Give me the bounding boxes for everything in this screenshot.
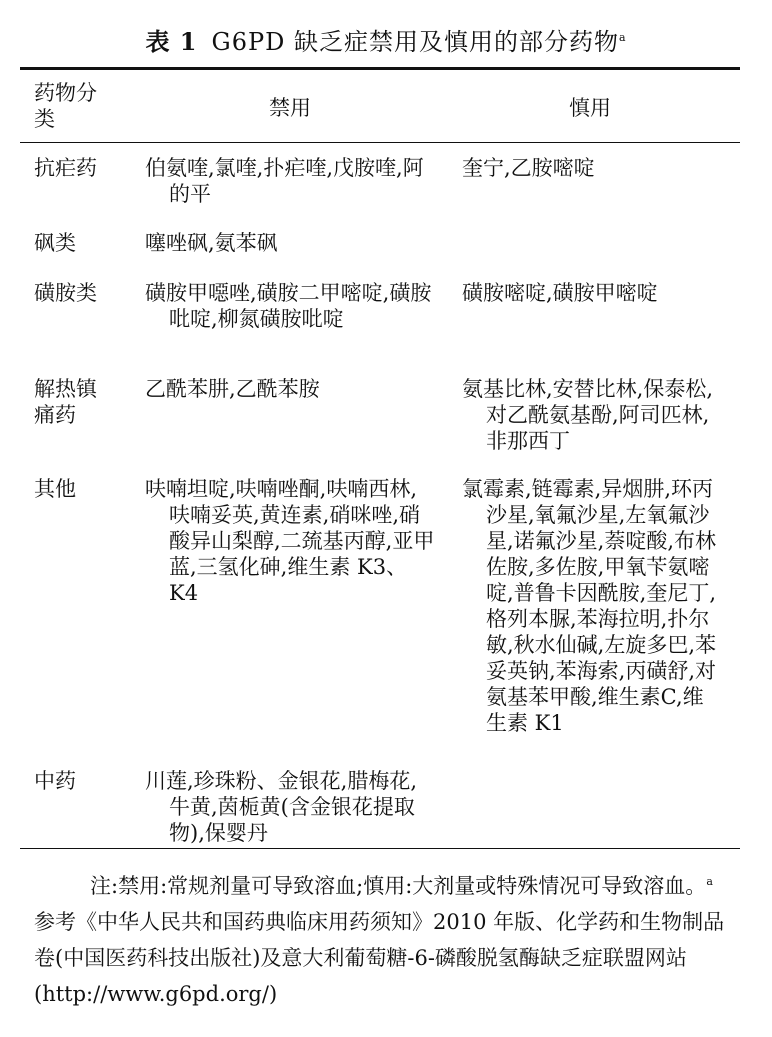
row-sulfone-contraindicated: 噻唑砜,氨苯砜 (145, 231, 278, 255)
row-sulfone-category: 砜类 (34, 231, 76, 255)
bottom-rule (20, 848, 740, 849)
header-caution: 慎用 (569, 96, 611, 120)
row-analgesic-caution: 氨基比林,安替比林,保泰松,对乙酰氨基酚,阿司匹林,非那西丁 (462, 377, 714, 453)
footnote-reference: 参考《中华人民共和国药典临床用药须知》2010 年版、化学药和生物制品卷(中国医药科技出版社)及意大利葡萄糖-6-磷酸脱氢酶缺乏症联盟网站(http://www.g6pd.org/) (34, 910, 725, 1006)
footnote-mark: a (706, 875, 713, 888)
row-sulfonamide-contraindicated: 磺胺甲噁唑,磺胺二甲嘧啶,磺胺吡啶,柳氮磺胺吡啶 (145, 281, 432, 331)
row-other-contraindicated: 呋喃坦啶,呋喃唑酮,呋喃西林,呋喃妥英,黄连素,硝咪唑,硝酸异山梨醇,二巯基丙醇,亚甲蓝,三氢化砷,维生素 K3、K4 (145, 477, 435, 605)
table-title (0, 22, 772, 57)
top-rule (20, 67, 740, 70)
row-analgesic-category: 解热镇痛药 (34, 377, 97, 427)
row-antimalarial-contraindicated: 伯氨喹,氯喹,扑疟喹,戊胺喹,阿的平 (145, 156, 424, 206)
row-antimalarial-category: 抗疟药 (34, 156, 97, 180)
title-footnote-mark: a (618, 31, 627, 44)
row-sulfonamide-caution: 磺胺嘧啶,磺胺甲嘧啶 (462, 281, 658, 305)
table-label: 表 1 (145, 27, 198, 56)
row-antimalarial-caution: 奎宁,乙胺嘧啶 (462, 156, 595, 180)
row-analgesic-contraindicated: 乙酰苯肼,乙酰苯胺 (145, 377, 320, 401)
table-footnote (34, 864, 740, 1012)
row-sulfonamide-category: 磺胺类 (34, 281, 97, 305)
row-tcm-contraindicated: 川莲,珍珠粉、金银花,腊梅花,牛黄,茵栀黄(含金银花提取物),保婴丹 (145, 769, 418, 845)
row-other-caution: 氯霉素,链霉素,异烟肼,环丙沙星,氧氟沙星,左氧氟沙星,诺氟沙星,萘啶酸,布林佐胺,多佐胺,甲氧苄氨嘧啶,普鲁卡因酰胺,奎尼丁,格列本脲,苯海拉明,扑尔敏,秋水仙碱,左旋多巴,苯妥英钠,苯海索,丙磺舒,对氨基苯甲酸,维生素C,维生素 K1 (462, 477, 717, 735)
header-contraindicated: 禁用 (269, 96, 311, 120)
header-rule (20, 142, 740, 143)
table-title-text: G6PD 缺乏症禁用及慎用的部分药物 (211, 28, 619, 56)
row-tcm-category: 中药 (34, 769, 76, 793)
header-category: 药物分类 (34, 81, 97, 131)
footnote-note: 注:禁用:常规剂量可导致溶血;慎用:大剂量或特殊情况可导致溶血。 (90, 874, 707, 898)
row-other-category: 其他 (34, 477, 76, 501)
